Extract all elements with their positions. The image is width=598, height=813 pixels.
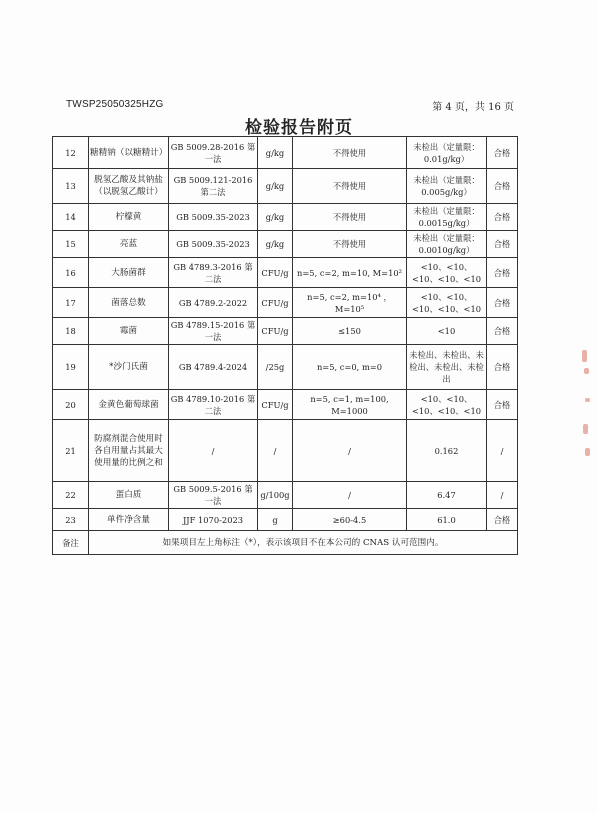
cell-item: 金黄色葡萄球菌 [89,390,169,420]
remarks-row [53,531,518,555]
cell-item: 脱氢乙酸及其钠盐（以脱氢乙酸计） [89,169,169,204]
remarks-label: 备注 [53,531,89,555]
cell-result: <10、<10、<10、<10、<10 [407,258,487,288]
cell-unit: CFU/g [258,390,293,420]
cell-result: 未检出（定量限：0.0015g/kg） [407,204,487,231]
cell-unit: / [258,420,293,482]
cell-standard: 不得使用 [293,137,407,169]
cell-method: GB 4789.15-2016 第一法 [169,318,258,345]
cell-unit: g/100g [258,482,293,509]
cell-item: 防腐剂混合使用时各自用量占其最大使用量的比例之和 [89,420,169,482]
cell-no: 14 [53,204,89,231]
cell-standard: / [293,420,407,482]
cell-result: 0.162 [407,420,487,482]
cell-standard: n=5, c=2, m=10⁴ ，M=10⁵ [293,288,407,318]
cell-item: 霉菌 [89,318,169,345]
table-row [53,169,518,204]
cell-no: 18 [53,318,89,345]
table-row [53,509,518,531]
cell-item: 菌落总数 [89,288,169,318]
cell-standard: 不得使用 [293,169,407,204]
cell-result: 未检出（定量限：0.005g/kg） [407,169,487,204]
cell-item: 亮蓝 [89,231,169,258]
cell-item: 蛋白质 [89,482,169,509]
cell-method: GB 4789.2-2022 [169,288,258,318]
table-row [53,420,518,482]
cell-result: <10、<10、<10、<10、<10 [407,288,487,318]
results-table-body [53,137,518,531]
table-row [53,258,518,288]
cell-standard: ≤150 [293,318,407,345]
cell-unit: g [258,509,293,531]
cell-no: 13 [53,169,89,204]
table-row [53,345,518,390]
cell-method: GB 4789.3-2016 第二法 [169,258,258,288]
cell-judgement: 合格 [487,169,518,204]
table-row [53,318,518,345]
cell-method: GB 5009.121-2016 第二法 [169,169,258,204]
cell-standard: 不得使用 [293,204,407,231]
table-row [53,288,518,318]
cell-judgement: 合格 [487,137,518,169]
cell-result: <10 [407,318,487,345]
cell-item: *沙门氏菌 [89,345,169,390]
cell-standard: ≥60-4.5 [293,509,407,531]
report-number: TWSP25050325HZG [66,99,164,110]
cell-method: JJF 1070-2023 [169,509,258,531]
cell-judgement: 合格 [487,204,518,231]
page-info: 第 4 页，共 16 页 [432,102,514,113]
cell-result: 6.47 [407,482,487,509]
cell-no: 17 [53,288,89,318]
table-row [53,390,518,420]
cell-item: 糖精钠（以糖精计） [89,137,169,169]
cell-unit: g/kg [258,137,293,169]
cell-result: 61.0 [407,509,487,531]
cell-judgement: 合格 [487,318,518,345]
cell-no: 21 [53,420,89,482]
cell-unit: g/kg [258,169,293,204]
cell-judgement: / [487,482,518,509]
cell-method: GB 5009.5-2016 第一法 [169,482,258,509]
cell-judgement: / [487,420,518,482]
table-row [53,231,518,258]
cell-no: 19 [53,345,89,390]
cell-judgement: 合格 [487,231,518,258]
cell-method: GB 4789.4-2024 [169,345,258,390]
cell-result: 未检出（定量限：0.01g/kg） [407,137,487,169]
cell-no: 16 [53,258,89,288]
cell-unit: /25g [258,345,293,390]
results-table [52,136,518,555]
cell-unit: CFU/g [258,288,293,318]
cell-method: GB 5009.35-2023 [169,231,258,258]
page-title: 检验报告附页 [245,118,353,138]
cell-standard: 不得使用 [293,231,407,258]
cell-result: 未检出、未检出、未检出、未检出、未检出 [407,345,487,390]
cell-no: 12 [53,137,89,169]
cell-no: 23 [53,509,89,531]
cell-unit: g/kg [258,231,293,258]
table-row [53,482,518,509]
cell-method: GB 4789.10-2016 第二法 [169,390,258,420]
cell-method: GB 5009.28-2016 第一法 [169,137,258,169]
table-row [53,137,518,169]
cell-unit: CFU/g [258,258,293,288]
cell-no: 20 [53,390,89,420]
table-row [53,204,518,231]
cell-method: / [169,420,258,482]
cell-unit: CFU/g [258,318,293,345]
cell-result: <10、<10、<10、<10、<10 [407,390,487,420]
cell-standard: n=5, c=2, m=10, M=10² [293,258,407,288]
cell-unit: g/kg [258,204,293,231]
cell-item: 柠檬黄 [89,204,169,231]
cell-standard: n=5, c=0, m=0 [293,345,407,390]
cell-judgement: 合格 [487,288,518,318]
cell-no: 22 [53,482,89,509]
remarks-text: 如果项目左上角标注（*），表示该项目不在本公司的 CNAS 认可范围内。 [89,531,518,555]
cell-judgement: 合格 [487,390,518,420]
cell-item: 大肠菌群 [89,258,169,288]
cell-standard: / [293,482,407,509]
cell-method: GB 5009.35-2023 [169,204,258,231]
cell-standard: n=5, c=1, m=100, M=1000 [293,390,407,420]
cell-judgement: 合格 [487,345,518,390]
cell-item: 单件净含量 [89,509,169,531]
cell-judgement: 合格 [487,509,518,531]
cell-no: 15 [53,231,89,258]
cell-judgement: 合格 [487,258,518,288]
cell-result: 未检出（定量限：0.0010g/kg） [407,231,487,258]
